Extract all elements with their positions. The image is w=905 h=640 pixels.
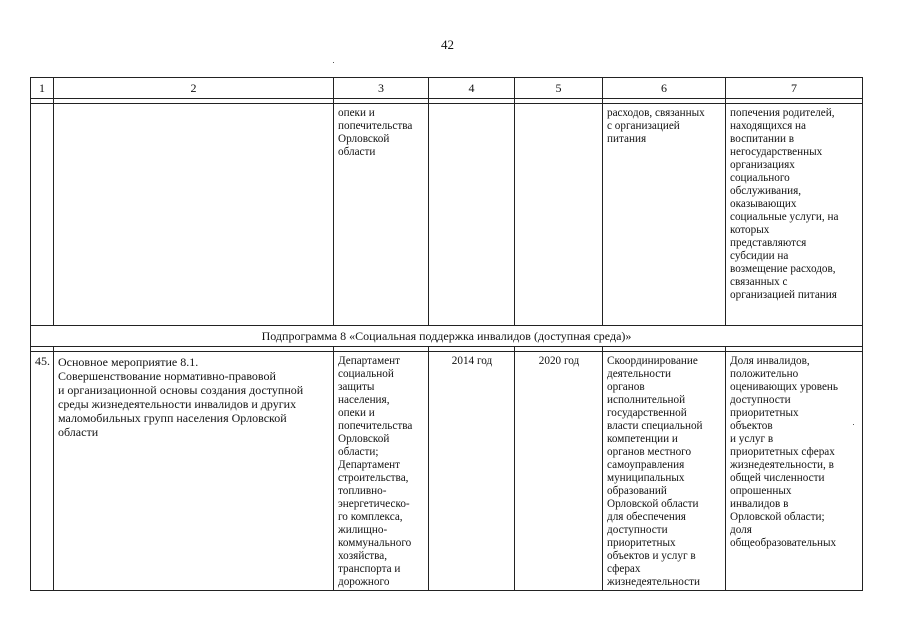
- expected-result-cell: расходов, связанных с организацией питания: [603, 104, 726, 326]
- subprogram-title: Подпрограмма 8 «Социальная поддержка инвалидов (доступная среда)»: [31, 326, 863, 347]
- start-year-cell: [429, 104, 515, 326]
- column-number-cell: 5: [515, 78, 603, 99]
- program-table: [30, 77, 863, 591]
- executor-cell: Департамент социальной защиты населения, опеки и попечительства Орловской области; Департамент строительства, топливно- энергетическо- го комплекса, жилищно- коммунального хозяйства, транспорта и дорожного: [334, 352, 429, 591]
- start-year-cell: 2014 год: [429, 352, 515, 591]
- continuation-row: [31, 104, 863, 326]
- row-number-cell: 45.: [31, 352, 54, 591]
- measure-cell: [54, 104, 334, 326]
- column-number-cell: 4: [429, 78, 515, 99]
- end-year-cell: 2020 год: [515, 352, 603, 591]
- column-number-cell: 2: [54, 78, 334, 99]
- indicator-cell: Доля инвалидов, положительно оценивающих уровень доступности приоритетных объектов и услуг в приоритетных сферах жизнедеятельности, в общей численности опрошенных инвалидов в Орловской области; доля общеобразовательных: [726, 352, 863, 591]
- indicator-cell: попечения родителей, находящихся на воспитании в негосударственных организациях социального обслуживания, оказывающих социальные услуги, на которых представляются субсидии на возмещение расходов, связанных с организацией питания: [726, 104, 863, 326]
- end-year-cell: [515, 104, 603, 326]
- subprogram-row: [31, 326, 863, 347]
- scan-speck: [333, 62, 334, 63]
- row-number-cell: [31, 104, 54, 326]
- measure-cell: Основное мероприятие 8.1. Совершенствование нормативно-правовой и организационной основы создания доступной среды жизнедеятельности инвалидов и других маломобильных групп населения Орловской области: [54, 352, 334, 591]
- column-number-cell: 3: [334, 78, 429, 99]
- page-number: 42: [441, 37, 454, 52]
- column-number-cell: 1: [31, 78, 54, 99]
- executor-cell: опеки и попечительства Орловской области: [334, 104, 429, 326]
- measure-row-45: [31, 352, 863, 591]
- column-number-cell: 7: [726, 78, 863, 99]
- column-number-row: [31, 78, 863, 99]
- expected-result-cell: Скоординирование деятельности органов исполнительной государственной власти специальной компетенции и органов местного самоуправления муниципальных образований Орловской области для обеспечения доступности приоритетных объектов и услуг в сферах жизнедеятельности: [603, 352, 726, 591]
- column-number-cell: 6: [603, 78, 726, 99]
